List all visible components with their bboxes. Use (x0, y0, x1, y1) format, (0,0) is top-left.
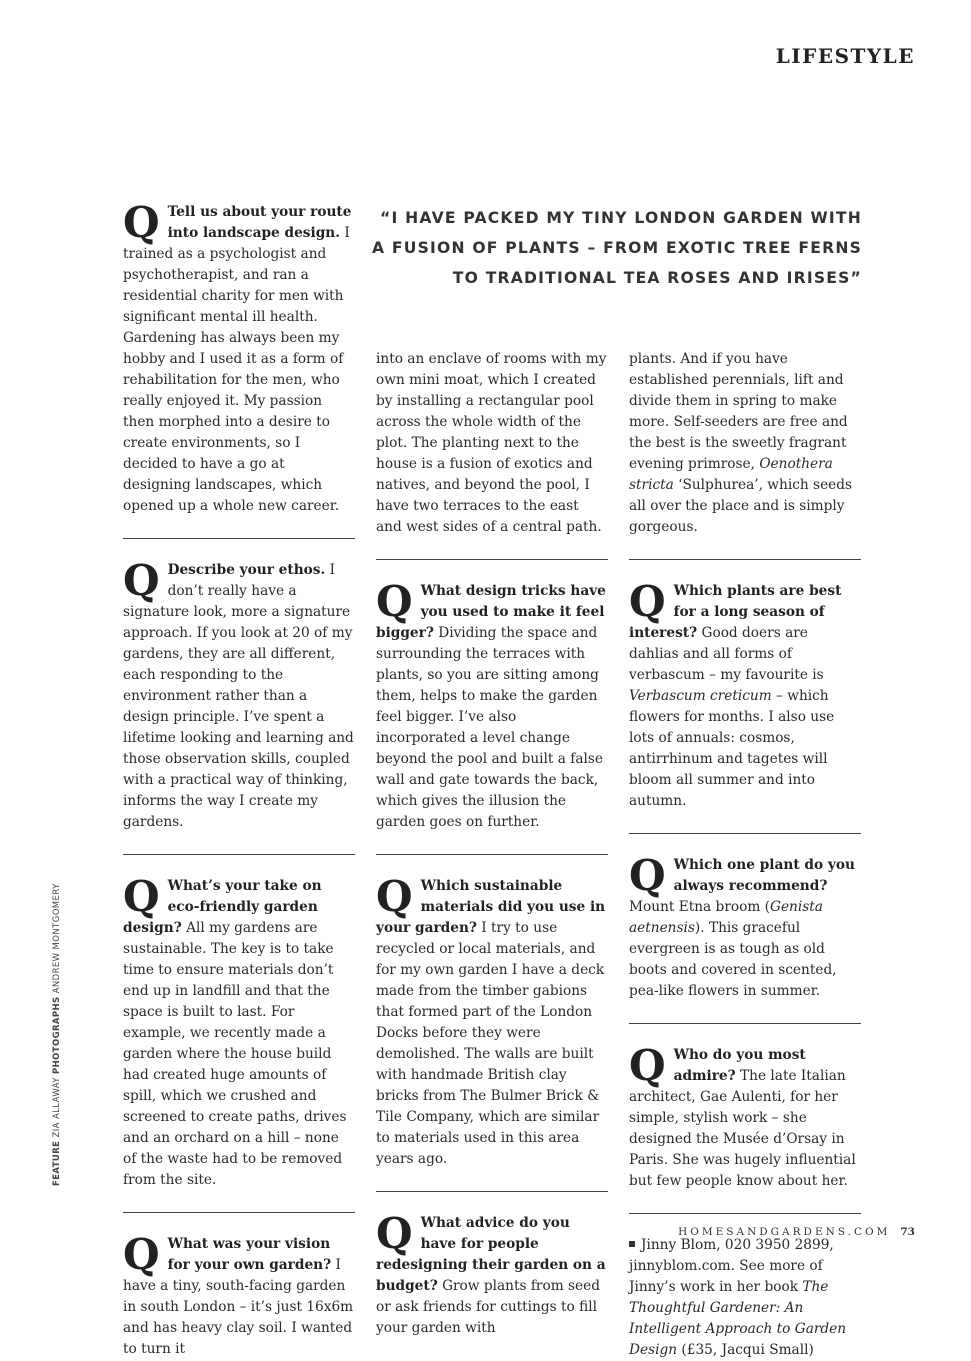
divider (376, 854, 608, 855)
pull-quote: “I HAVE PACKED MY TINY LONDON GARDEN WITH A FUSION OF PLANTS – FROM EXOTIC TREE FERNS TO TRADITIONAL TEA ROSES AND IRISES” (371, 209, 862, 287)
q-dropcap: Q (123, 872, 160, 921)
column-3 (629, 349, 861, 1361)
answer: Grow plants from seed or ask friends for cuttings to fill your garden with (376, 1278, 601, 1336)
q-dropcap: Q (376, 577, 413, 626)
answer-continued: into an enclave of rooms with my own mini moat, which I created by installing a rectangular pool across the whole width of the plot. The planting next to the house is a fusion of exotics and natives, and beyond the pool, I have two terraces to the east and west sides of a central path. (376, 351, 607, 535)
question: Which sustainable materials did you use in your garden? (376, 878, 606, 936)
site-url: HOMESANDGARDENS.COM (678, 1226, 891, 1238)
column-2 (376, 349, 608, 1339)
book-title: The Thoughtful Gardener: An Intelligent Approach to Garden Design (629, 1279, 847, 1358)
question: Describe your ethos. (167, 562, 326, 578)
contact-text: (£35, Jacqui Small) (677, 1342, 814, 1358)
qa-block (123, 872, 355, 1191)
question: What advice do you have for people redesigning their garden on a budget? (376, 1215, 606, 1294)
qa-block (376, 577, 608, 833)
column-1 (123, 198, 355, 1360)
answer: I don’t really have a signature look, more a signature approach. If you look at 20 of my gardens, they are all different, each responding to the environment rather than a design principle. I’ve spent a lifetime looking and learning and those observation skills, coupled with a practical way of thinking, informs the way I create my gardens. (123, 562, 354, 830)
q-dropcap: Q (123, 198, 160, 247)
divider (376, 1191, 608, 1192)
qa-block (123, 198, 355, 517)
question: Which plants are best for a long season of interest? (629, 583, 842, 641)
answer-text: plants. And if you have established perennials, lift and divide them in spring to make more. Self-seeders are free and the best is the sweetly fragrant evening primrose, (629, 351, 848, 472)
credit-feature-label: FEATURE (52, 1140, 62, 1186)
credit-photo-name: ANDREW MONTGOMERY (52, 883, 62, 994)
qa-block (376, 1209, 608, 1339)
answer-text: Mount Etna broom ( (629, 899, 771, 915)
question: What was your vision for your own garden? (167, 1236, 332, 1273)
q-dropcap: Q (376, 872, 413, 921)
divider (629, 833, 861, 834)
answer-continued (629, 349, 861, 538)
answer: I trained as a psychologist and psychotherapist, and ran a residential charity for men with significant mental ill health. Gardening has always been my hobby and I used it as a form of rehabilitation for the men, who really enjoyed it. My passion then morphed into a desire to create environments, so I decided to have a go at designing landscapes, which opened up a whole new career. (123, 225, 350, 514)
qa-block (376, 872, 608, 1170)
credit-feature-name: ZIA ALLAWAY (52, 1077, 62, 1138)
qa-block (629, 577, 861, 812)
qa-block (123, 556, 355, 833)
contact-info (629, 1235, 861, 1361)
q-dropcap: Q (629, 577, 666, 626)
credit-photo-label: PHOTOGRAPHS (52, 996, 62, 1075)
plant-name: Oenothera stricta (629, 456, 833, 493)
section-heading: LIFESTYLE (775, 44, 915, 68)
q-dropcap: Q (376, 1209, 413, 1258)
answer-text: – which flowers for months. I also use lots of annuals: cosmos, antirrhinum and tagetes will bloom all summer and into autumn. (629, 688, 835, 809)
q-dropcap: Q (123, 1230, 160, 1279)
page-number: 73 (900, 1226, 915, 1238)
question: Who do you most admire? (673, 1047, 806, 1084)
answer-text: ). This graceful evergreen is as tough as old boots and covered in scented, pea-like flowers in summer. (629, 920, 837, 999)
answer: I have a tiny, south-facing garden in south London – it’s just 16x6m and has heavy clay soil. I wanted to turn it (123, 1257, 354, 1357)
q-dropcap: Q (629, 851, 666, 900)
photo-credit (52, 883, 62, 1186)
answer: Dividing the space and surrounding the terraces with plants, so you are sitting among them, helps to make the garden feel bigger. I’ve also incorporated a level change beyond the pool and built a false wall and gate towards the back, which gives the illusion the garden goes on further. (376, 625, 604, 830)
question: Which one plant do you always recommend? (673, 857, 855, 894)
answer: The late Italian architect, Gae Aulenti, for her simple, stylish work – she designed the Musée d’Orsay in Paris. She was hugely influential but few people know about her. (629, 1068, 856, 1189)
divider (629, 1213, 861, 1214)
answer-text: Good doers are dahlias and all forms of verbascum – my favourite is (629, 625, 824, 683)
bullet-square-icon (629, 1241, 635, 1247)
divider (629, 559, 861, 560)
divider (629, 1023, 861, 1024)
divider (123, 538, 355, 539)
divider (123, 1212, 355, 1213)
divider (123, 854, 355, 855)
question: What’s your take on eco-friendly garden design? (123, 878, 322, 936)
answer: I try to use recycled or local materials, and for my own garden I have a deck made from the timber gabions that formed part of the London Docks before they were demolished. The walls are built with handmade British clay bricks from The Bulmer Brick & Tile Company, which are similar to materials used in this area years ago. (376, 920, 605, 1167)
question: What design tricks have you used to make it feel bigger? (376, 583, 606, 641)
q-dropcap: Q (123, 556, 160, 605)
plant-name: Genista aetnensis (629, 899, 823, 936)
plant-name: Verbascum creticum (629, 688, 772, 704)
q-dropcap: Q (629, 1041, 666, 1090)
qa-block (629, 851, 861, 1002)
contact-text: Jinny Blom, 020 3950 2899, jinnyblom.com. See more of Jinny’s work in her book (629, 1237, 834, 1295)
qa-block (629, 1041, 861, 1192)
answer: All my gardens are sustainable. The key is to take time to ensure materials don’t end up in landfill and that the space is built to last. For example, we recently made a garden where the house build had created huge amounts of spill, which we crushed and screened to create paths, drives and an orchard on a hill – none of the waste had to be removed from the site. (123, 920, 347, 1188)
divider (376, 559, 608, 560)
page-footer (678, 1226, 915, 1238)
question: Tell us about your route into landscape design. (167, 204, 352, 241)
answer-text: ‘Sulphurea’, which seeds all over the place and is simply gorgeous. (629, 477, 853, 535)
qa-block (123, 1230, 355, 1360)
